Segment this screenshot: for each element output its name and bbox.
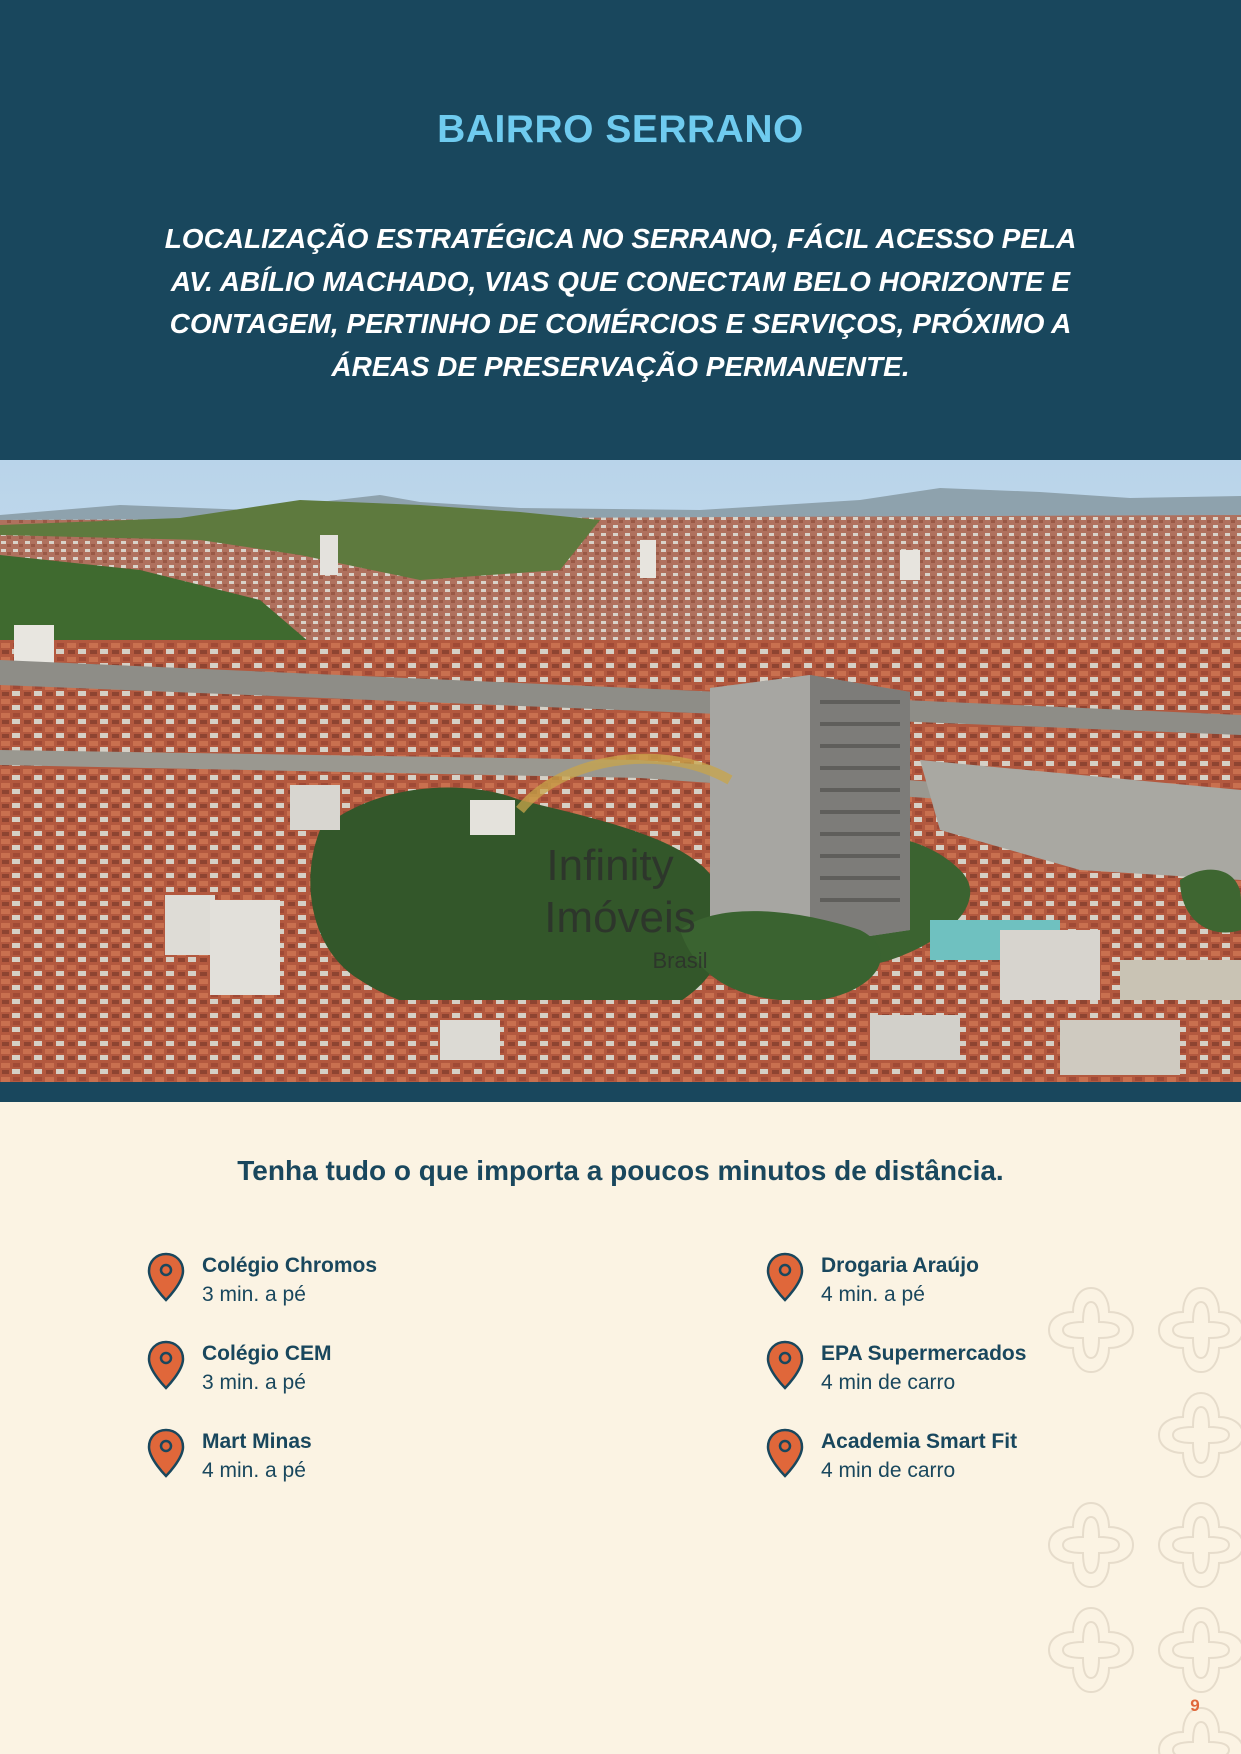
map-pin-icon — [147, 1340, 185, 1390]
poi-distance: 4 min. a pé — [821, 1283, 925, 1306]
page-number: 9 — [1190, 1696, 1200, 1715]
poi-item — [147, 1252, 607, 1314]
intro-text: LOCALIZAÇÃO ESTRATÉGICA NO SERRANO, FÁCIL ACESSO PELA AV. ABÍLIO MACHADO, VIAS QUE CONECTAM BELO HORIZONTE E CONTAGEM, PERTINHO DE COMÉRCIOS E SERVIÇOS, PRÓXIMO A ÁREAS DE PRESERVAÇÃO PERMANENTE. — [164, 223, 1077, 382]
poi-distance: 3 min. a pé — [202, 1371, 306, 1394]
aerial-photo — [0, 460, 1241, 1082]
poi-item — [147, 1428, 607, 1490]
poi-name: Mart Minas — [202, 1430, 312, 1453]
poi-name: Academia Smart Fit — [821, 1430, 1018, 1453]
poi-distance: 4 min de carro — [821, 1371, 956, 1394]
header-band — [0, 0, 1241, 460]
aerial-city-illustration — [0, 460, 1241, 1082]
map-pin-icon — [147, 1252, 185, 1302]
map-pin-icon — [147, 1428, 185, 1478]
watermark-line3: Brasil — [652, 948, 708, 973]
poi-name: EPA Supermercados — [821, 1342, 1027, 1365]
map-pin-icon — [766, 1428, 804, 1478]
floral-pattern-ornament — [1041, 1270, 1241, 1754]
poi-name: Colégio CEM — [202, 1342, 332, 1365]
watermark-line1: Infinity — [546, 841, 674, 890]
page-title: BAIRRO SERRANO — [437, 108, 804, 151]
poi-name: Colégio Chromos — [202, 1254, 378, 1277]
photo-bottom-stripe — [0, 1082, 1241, 1102]
poi-name: Drogaria Araújo — [821, 1254, 979, 1277]
watermark-line2: Imóveis — [544, 893, 696, 942]
poi-distance: 4 min de carro — [821, 1459, 956, 1482]
poi-item — [147, 1340, 607, 1402]
map-pin-icon — [766, 1340, 804, 1390]
poi-distance: 4 min. a pé — [202, 1459, 306, 1482]
map-pin-icon — [766, 1252, 804, 1302]
nearby-subtitle: Tenha tudo o que importa a poucos minutos de distância. — [237, 1155, 1004, 1186]
poi-distance: 3 min. a pé — [202, 1283, 306, 1306]
